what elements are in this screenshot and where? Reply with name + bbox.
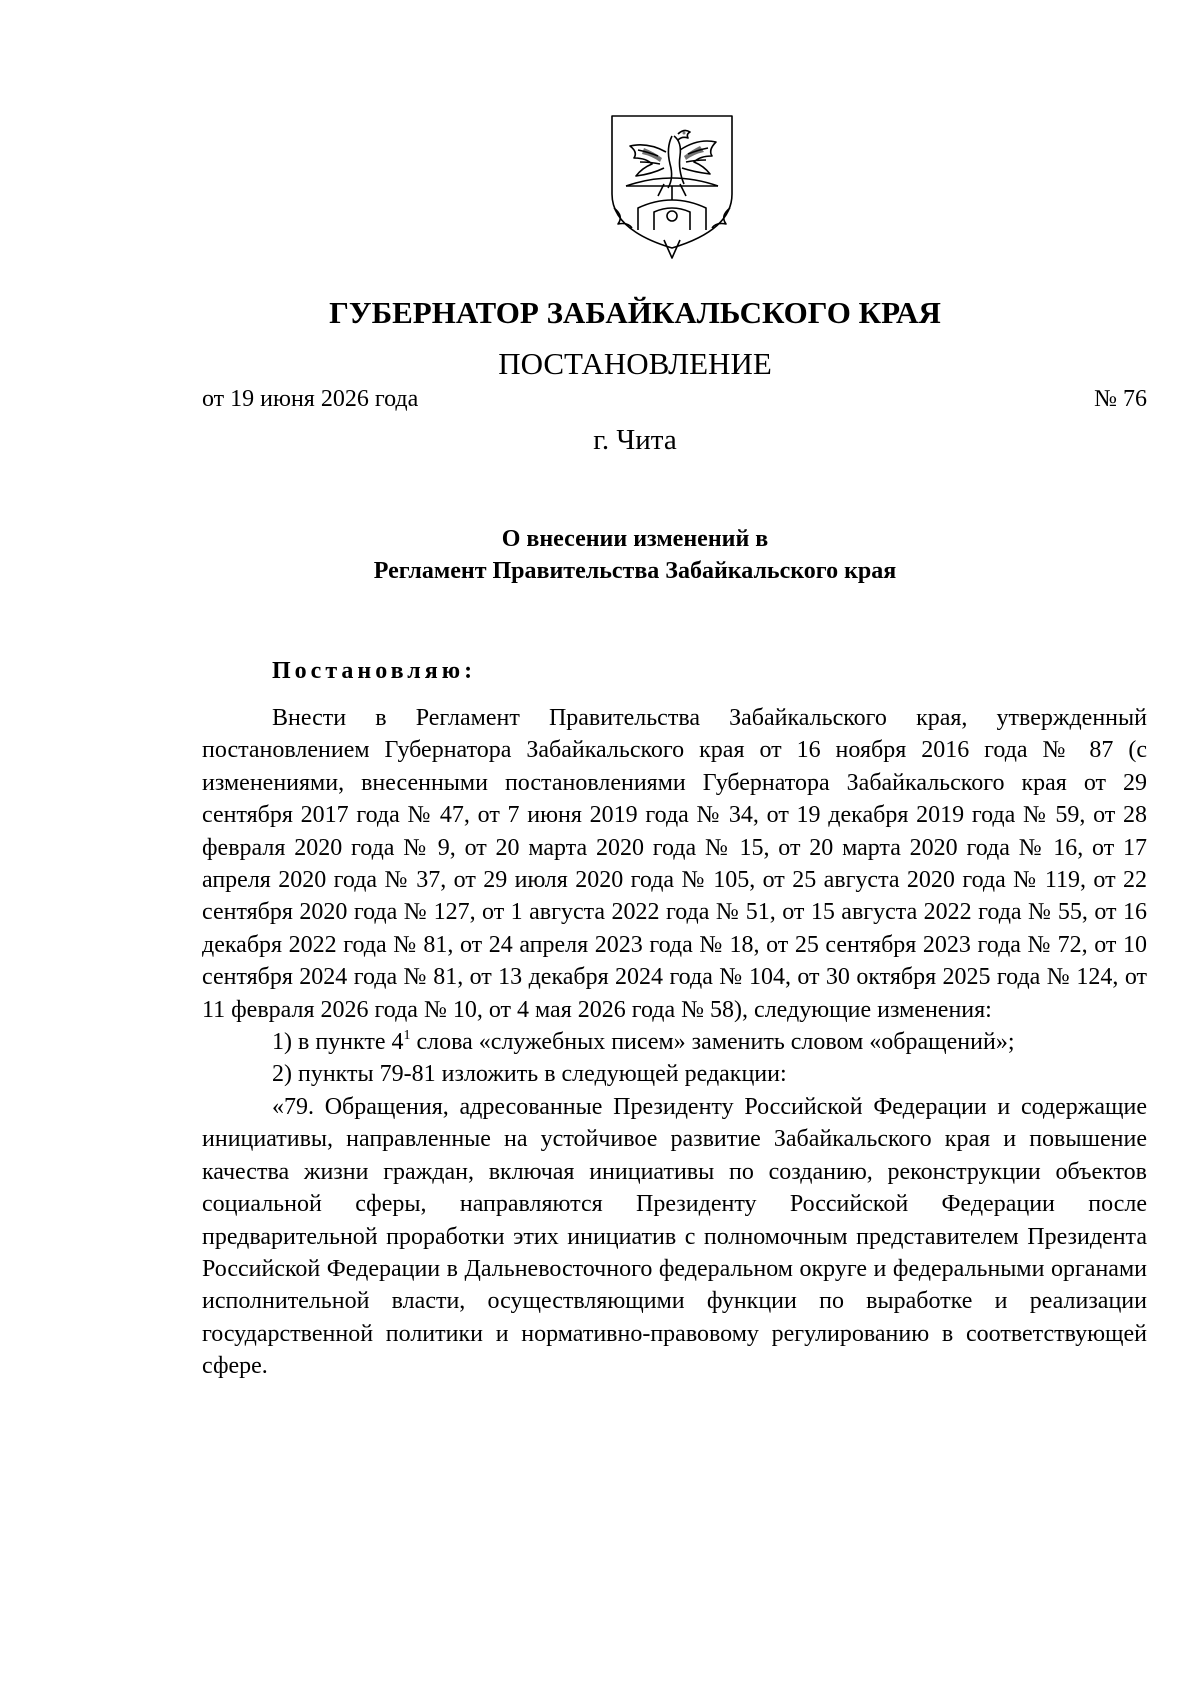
superscript-index: 1 <box>403 1028 411 1044</box>
org-title: ГУБЕРНАТОР ЗАБАЙКАЛЬСКОГО КРАЯ <box>329 295 941 330</box>
document-type: ПОСТАНОВЛЕНИЕ <box>498 346 772 381</box>
paragraph-2-end: слова «служебных писем» заменить словом «обращений»; <box>410 1029 1015 1056</box>
subject-line-1: О внесении изменений в <box>501 526 769 552</box>
document-subject <box>0 523 1200 587</box>
coat-of-arms-icon <box>608 112 736 260</box>
body-paragraph-4: «79. Обращения, адресованные Президенту Российской Федерации и содержащие инициативы, направленные на устойчивое развитие Забайкальского края и повышение качества жизни граждан, включая инициативы по созданию, реконструкции объектов социальной сферы, направляются Президенту Российской Федерации после предварительной проработки этих инициатив с полномочным представителем Президента Российской Федерации в Дальневосточного федеральном округе и федеральными органами исполнительной власти, осуществляющими функции по выработке и реализации государственной политики и нормативно-правовому регулированию в соответствующей сфере. <box>202 1093 1147 1380</box>
subject-line-2: Регламент Правительства Забайкальского края <box>373 558 897 584</box>
document-date: от 19 июня 2026 года <box>202 386 419 412</box>
paragraph-2-start: 1) в пункте 4 <box>272 1029 404 1056</box>
document-number: № 76 <box>1094 386 1147 412</box>
resolve-heading: Постановляю: <box>272 658 477 684</box>
body-paragraph-2 <box>202 1026 1147 1058</box>
document-city: г. Чита <box>593 424 677 456</box>
body-paragraph-3: 2) пункты 79-81 изложить в следующей редакции: <box>272 1061 787 1088</box>
body-paragraph-1: Внести в Регламент Правительства Забайкальского края, утвержденный постановлением Губернатора Забайкальского края от 16 ноября 2016 года № 87 (с изменениями, внесенными постановлениями Губернатора Забайкальского края от 29 сентября 2017 года № 47, от 7 июня 2019 года № 34, от 19 декабря 2019 года № 59, от 28 февраля 2020 года № 9, от 20 марта 2020 года № 15, от 20 марта 2020 года № 16, от 17 апреля 2020 года № 37, от 29 июля 2020 года № 105, от 25 августа 2020 года № 119, от 22 сентября 2020 года № 127, от 1 августа 2022 года № 51, от 15 августа 2022 года № 55, от 16 декабря 2022 года № 81, от 24 апреля 2023 года № 18, от 25 сентября 2023 года № 72, от 10 сентября 2024 года № 81, от 13 декабря 2024 года № 104, от 30 октября 2025 года № 124, от 11 февраля 2026 года № 10, от 4 мая 2026 года № 58), следующие изменения: <box>202 705 1147 1023</box>
document-body <box>202 702 1147 1383</box>
